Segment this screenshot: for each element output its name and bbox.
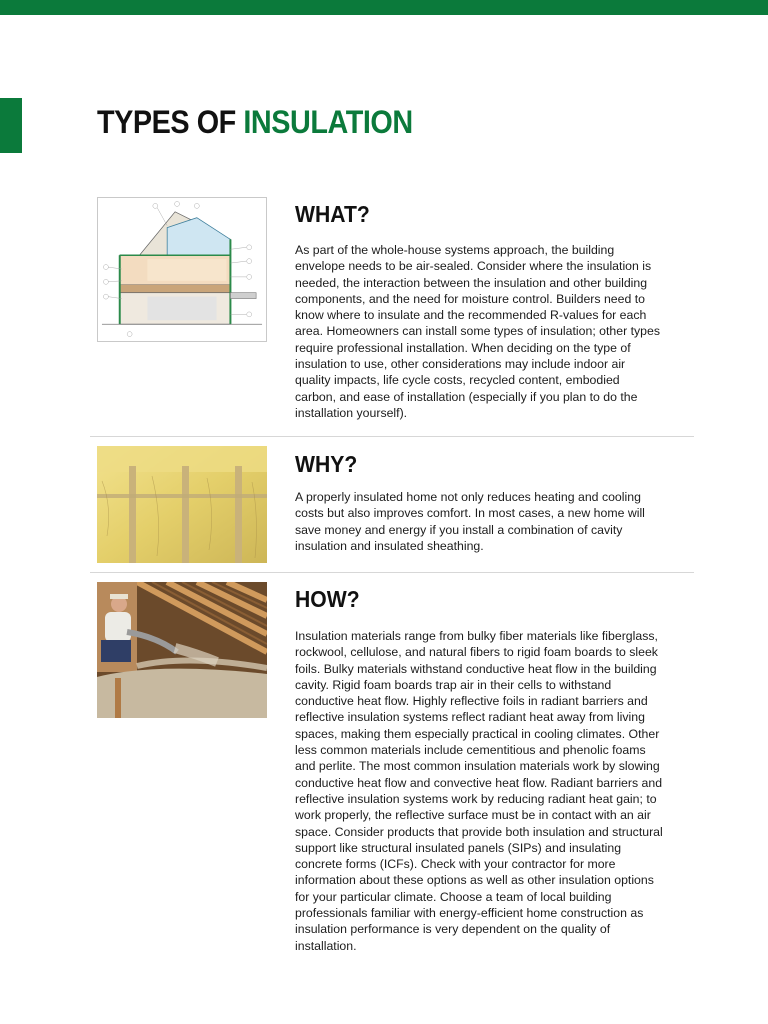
- page-title-accent: INSULATION: [243, 104, 413, 140]
- page-title: [97, 104, 413, 141]
- page-title-prefix: TYPES OF: [97, 104, 236, 140]
- section-body-what: As part of the whole-house systems approach, the building envelope needs to be air-sealed. Consider where the insulation is needed, the interaction between the insulation and other building components, and the need for moisture control. Builders need to know where to insulate and the recommended R-values for each area. Homeowners can install some types of insulation; other types require professional installation. When deciding on the type of insulation to use, other considerations may include indoor air quality impacts, life cycle costs, recycled content, embodied carbon, and ease of installation (especially if you plan to do the installation yourself).: [295, 243, 660, 420]
- fiberglass-batts-image: [97, 446, 267, 563]
- top-accent-bar: [0, 0, 768, 15]
- section-heading-what: WHAT?: [295, 201, 370, 227]
- section-body-why: A properly insulated home not only reduces heating and cooling costs but also improves comfort. In most cases, a new home will save money and energy if you install a combination of cavity insulation and insulated sheathing.: [295, 490, 645, 553]
- section-heading-why: WHY?: [295, 451, 358, 477]
- side-accent-tab: [0, 98, 22, 153]
- section-divider: [90, 572, 694, 573]
- section-heading-how: HOW?: [295, 586, 360, 612]
- section-body-how: Insulation materials range from bulky fiber materials like fiberglass, rockwool, cellulose, and natural fibers to rigid foam boards to sleek foils. Bulky materials withstand conductive heat flow in the building cavity. Rigid foam boards trap air in their cells to withstand conductive heat flow. Highly reflective foils in radiant barriers and reflective insulation systems reflect radiant heat away from living spaces, making them especially practical in cooling climates. Other less common materials include cementitious and phenolic foams and perlite. The most common insulation materials work by slowing conductive heat flow and convective heat flow. Radiant barriers and reflective insulation systems work by reducing radiant heat gain; to work properly, the reflective surface must be in contact with an air space. Consider products that provide both insulation and structural support like structural insulated panels (SIPs) and insulating concrete forms (ICFs). Check with your contractor for more information about these options as well as other insulation options for your particular climate. Choose a team of local building professionals familiar with energy-efficient home construction as insulation performance is very dependent on the quality of installation.: [295, 629, 663, 953]
- section-divider: [90, 436, 694, 437]
- attic-insulation-image: [97, 582, 267, 718]
- house-diagram-image: [97, 197, 267, 342]
